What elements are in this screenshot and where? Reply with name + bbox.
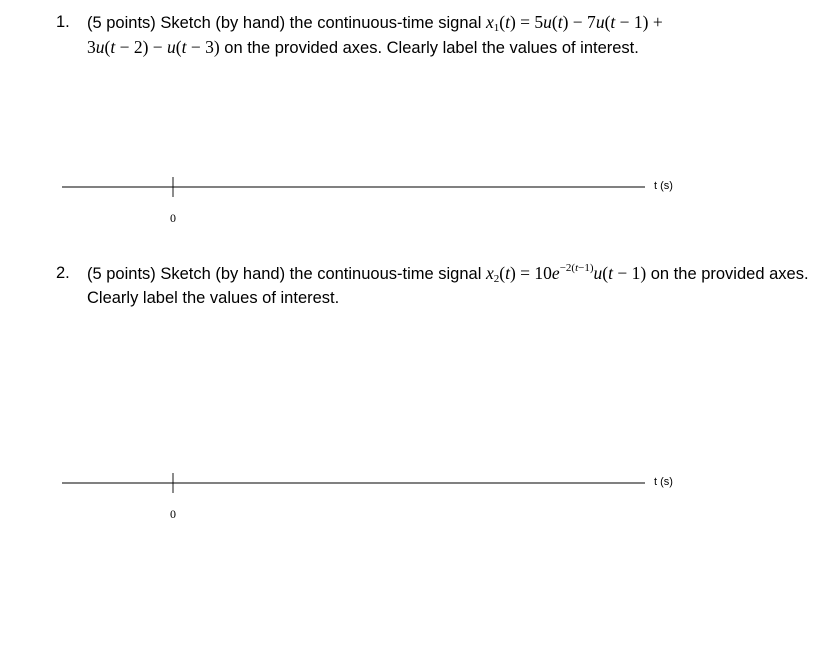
axis-label: t (s): [654, 180, 673, 192]
origin-label: 0: [170, 507, 176, 521]
origin-label: 0: [170, 211, 176, 225]
axis-line-svg: [0, 468, 828, 528]
problem-tail-text: on the provided axes. Clearly label the values of interest.: [224, 39, 639, 57]
problem-lead-text: (5 points) Sketch (by hand) the continuous-time signal: [87, 265, 482, 283]
problem-number: 2.: [56, 264, 70, 282]
signal-equation: $x_1(t) = 5u(t) - 7u(t - 1)$ + 3u(t − 2) − u(t − 3): [87, 12, 663, 57]
problem-tail-text: on the provided axes. Clearly label the values of interest.: [87, 265, 809, 307]
axis-label: t (s): [654, 476, 673, 488]
signal-equation: $x_2(t) = 10e^{-2(t-1)}u(t - 1)$: [485, 262, 647, 285]
problem-number: 1.: [56, 13, 70, 31]
problem-statement: [87, 10, 816, 60]
problem-lead-text: (5 points) Sketch (by hand) the continuous-time signal: [87, 14, 482, 32]
problem-1: [56, 10, 816, 60]
problem-2: [56, 261, 816, 310]
time-axis-1: [0, 172, 828, 232]
axis-line-svg: [0, 172, 828, 232]
problem-statement: [87, 261, 816, 310]
time-axis-2: [0, 468, 828, 528]
